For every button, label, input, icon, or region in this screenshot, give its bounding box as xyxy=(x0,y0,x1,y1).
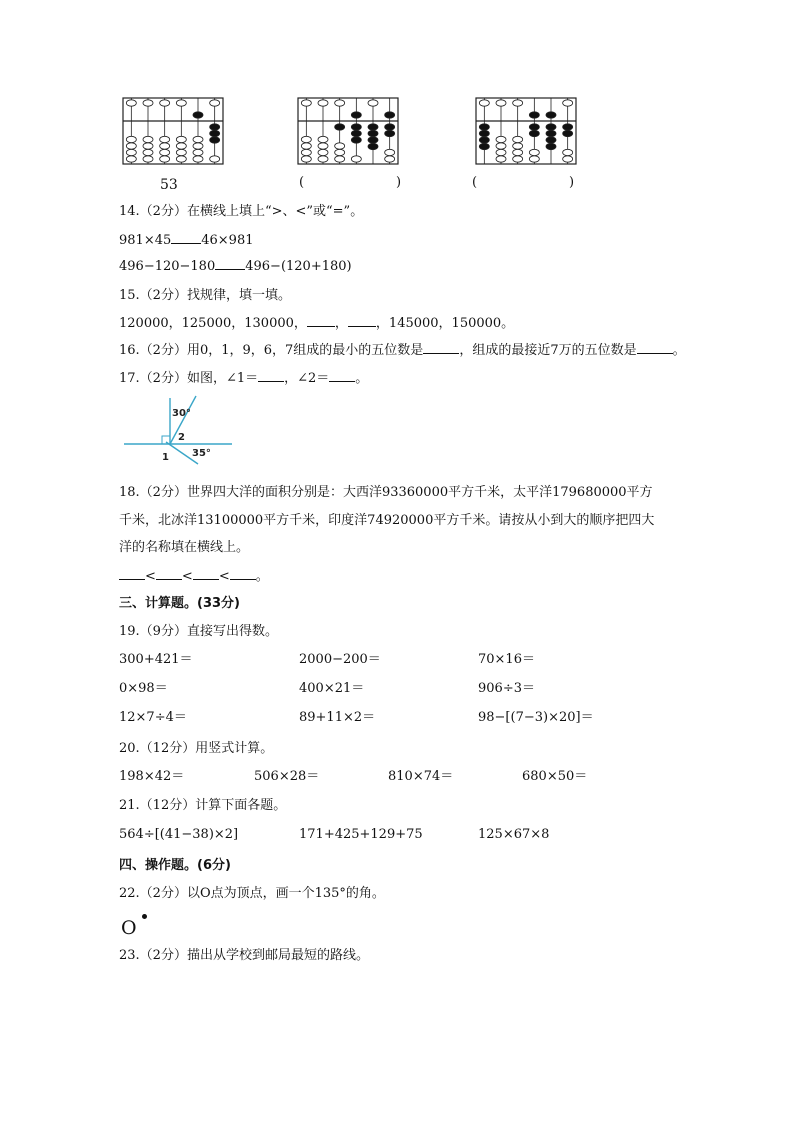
q18-lt-3: < xyxy=(218,569,230,584)
abacus-bead xyxy=(193,149,203,155)
q22-point-dot xyxy=(142,914,147,919)
q16-blank-1[interactable] xyxy=(423,341,459,354)
abacus-bead xyxy=(335,143,345,149)
abacus-bead xyxy=(160,156,170,162)
q18-blank-2[interactable] xyxy=(156,567,182,580)
abacus-bead xyxy=(479,137,489,143)
q14-expr1-right: 46×981 xyxy=(201,233,254,248)
abacus-bead xyxy=(126,156,136,162)
abacus-bead xyxy=(160,100,170,106)
q22-point-label: O xyxy=(121,917,137,939)
abacus-bead xyxy=(496,136,506,142)
abacus-frame xyxy=(298,98,398,164)
q22-title: 22.（2分）以O点为顶点，画一个135°的角。 xyxy=(119,886,385,901)
q18-lt-1: < xyxy=(145,569,156,584)
abacus-bead xyxy=(546,124,556,130)
abacus-bead xyxy=(513,100,523,106)
abacus-frame xyxy=(476,98,576,164)
q14-expr2-left: 496−120−180 xyxy=(119,259,216,274)
q19-item: 12×7÷4＝ xyxy=(119,710,187,725)
abacus-2-paren-left: ( xyxy=(299,175,305,190)
abacus-bead xyxy=(210,100,220,106)
abacus-bead xyxy=(301,136,311,142)
abacus-bead xyxy=(176,143,186,149)
q14-expr2-right: 496−(120+180) xyxy=(245,259,352,274)
abacus-bead xyxy=(513,143,523,149)
abacus-bead xyxy=(563,124,573,130)
q14-expr1-left: 981×45 xyxy=(119,233,172,248)
q20-title: 20.（12分）用竖式计算。 xyxy=(119,741,274,756)
abacus-bead xyxy=(143,100,153,106)
abacus-bead xyxy=(160,136,170,142)
abacus-bead xyxy=(126,100,136,106)
abacus-bead xyxy=(210,156,220,162)
abacus-bead xyxy=(546,143,556,149)
abacus-bead xyxy=(368,130,378,136)
abacus-bead xyxy=(513,149,523,155)
abacus-bead xyxy=(385,156,395,162)
abacus-bead xyxy=(335,100,345,106)
q18-blank-4[interactable] xyxy=(230,567,256,580)
abacus-1-caption: 53 xyxy=(160,177,178,193)
q17-line xyxy=(119,369,368,388)
abacus-bead xyxy=(143,136,153,142)
abacus-bead xyxy=(368,100,378,106)
abacus-bead xyxy=(176,100,186,106)
q15-blank-2[interactable] xyxy=(348,314,376,327)
q14-title: 14.（2分）在横线上填上“>、<”或“=”。 xyxy=(119,204,364,219)
abacus-bead xyxy=(368,143,378,149)
abacus-bead xyxy=(385,149,395,155)
q19-item: 300+421＝ xyxy=(119,652,193,667)
section-4-title: 四、操作题。(6分) xyxy=(119,858,231,873)
q19-item: 0×98＝ xyxy=(119,681,168,696)
abacus-bead xyxy=(563,149,573,155)
abacus-bead xyxy=(318,149,328,155)
abacus-2 xyxy=(297,97,399,165)
q20-item: 680×50＝ xyxy=(522,769,588,784)
label-35: 35° xyxy=(192,448,211,459)
abacus-bead xyxy=(563,130,573,136)
q18-line-1: 18.（2分）世界四大洋的面积分别是：大西洋93360000平方千米，太平洋179680000平方 xyxy=(119,485,653,500)
abacus-bead xyxy=(160,149,170,155)
q19-item: 400×21＝ xyxy=(299,681,365,696)
abacus-bead xyxy=(546,112,556,118)
q19-title: 19.（9分）直接写出得数。 xyxy=(119,624,278,639)
label-2: 2 xyxy=(178,432,185,443)
q17-blank-2[interactable] xyxy=(329,369,355,382)
abacus-bead xyxy=(318,143,328,149)
q16-part3: 。 xyxy=(672,343,686,358)
abacus-bead xyxy=(479,124,489,130)
q16-line xyxy=(119,341,686,360)
q19-item: 89+11×2＝ xyxy=(299,710,376,725)
q17-part1: 17.（2分）如图，∠1＝ xyxy=(119,371,259,386)
abacus-bead xyxy=(143,156,153,162)
abacus-bead xyxy=(176,156,186,162)
abacus-bead xyxy=(513,136,523,142)
q18-answer-row xyxy=(119,567,269,586)
abacus-bead xyxy=(210,137,220,143)
q19-item: 98−[(7−3)×20]＝ xyxy=(478,710,594,725)
q14-blank-2[interactable] xyxy=(215,257,245,270)
abacus-bead xyxy=(126,149,136,155)
q15-seq-b: 145000，150000。 xyxy=(388,316,515,331)
abacus-bead xyxy=(318,156,328,162)
abacus-bead xyxy=(301,156,311,162)
abacus-bead xyxy=(143,143,153,149)
q17-blank-1[interactable] xyxy=(258,369,284,382)
q19-item: 70×16＝ xyxy=(478,652,535,667)
abacus-bead xyxy=(529,149,539,155)
abacus-bead xyxy=(176,136,186,142)
abacus-bead xyxy=(176,149,186,155)
q16-part2: ，组成的最接近7万的五位数是 xyxy=(459,343,637,358)
abacus-bead xyxy=(318,136,328,142)
q15-blank-1[interactable] xyxy=(307,314,335,327)
q18-blank-3[interactable] xyxy=(193,567,219,580)
abacus-bead xyxy=(496,156,506,162)
abacus-bead xyxy=(210,130,220,136)
q21-title: 21.（12分）计算下面各题。 xyxy=(119,798,287,813)
q15-sequence xyxy=(119,314,514,333)
abacus-bead xyxy=(193,143,203,149)
abacus-bead xyxy=(301,143,311,149)
q17-angle-figure xyxy=(122,394,234,464)
abacus-bead xyxy=(160,143,170,149)
abacus-bead xyxy=(193,136,203,142)
abacus-3 xyxy=(475,97,577,165)
q21-item: 125×67×8 xyxy=(478,827,550,842)
abacus-1 xyxy=(122,97,224,165)
label-30: 30° xyxy=(172,408,191,419)
abacus-bead xyxy=(479,100,489,106)
q16-blank-2[interactable] xyxy=(637,341,673,354)
abacus-bead xyxy=(496,143,506,149)
q19-item: 2000−200＝ xyxy=(299,652,381,667)
abacus-bead xyxy=(301,100,311,106)
abacus-bead xyxy=(143,149,153,155)
abacus-bead xyxy=(351,124,361,130)
abacus-bead xyxy=(351,137,361,143)
abacus-bead xyxy=(193,156,203,162)
q16-part1: 16.（2分）用0，1，9，6，7组成的最小的五位数是 xyxy=(119,343,424,358)
q18-line-2: 千米，北冰洋13100000平方千米，印度洋74920000平方千米。请按从小到大的顺序把四大 xyxy=(119,513,655,528)
abacus-bead xyxy=(479,130,489,136)
abacus-bead xyxy=(126,143,136,149)
q18-end: 。 xyxy=(255,569,269,584)
q18-blank-1[interactable] xyxy=(119,567,145,580)
abacus-frame xyxy=(123,98,223,164)
abacus-bead xyxy=(335,149,345,155)
abacus-bead xyxy=(563,100,573,106)
abacus-bead xyxy=(210,124,220,130)
abacus-bead xyxy=(368,137,378,143)
q15-comma-2: ， xyxy=(375,316,389,331)
q15-comma-1: ， xyxy=(334,316,348,331)
q20-item: 810×74＝ xyxy=(388,769,454,784)
q18-line-3: 洋的名称填在横线上。 xyxy=(119,540,250,555)
q20-item: 198×42＝ xyxy=(119,769,185,784)
abacus-bead xyxy=(335,124,345,130)
q19-item: 906÷3＝ xyxy=(478,681,535,696)
q17-part2: ，∠2＝ xyxy=(284,371,330,386)
abacus-bead xyxy=(301,149,311,155)
q18-lt-2: < xyxy=(181,569,193,584)
label-1: 1 xyxy=(162,452,169,463)
abacus-3-paren-left: ( xyxy=(472,175,478,190)
abacus-bead xyxy=(546,130,556,136)
q14-expr1 xyxy=(119,231,254,250)
abacus-bead xyxy=(193,112,203,118)
abacus-bead xyxy=(335,156,345,162)
abacus-bead xyxy=(496,149,506,155)
q14-expr2 xyxy=(119,257,352,276)
abacus-bead xyxy=(529,130,539,136)
abacus-bead xyxy=(385,112,395,118)
abacus-bead xyxy=(385,130,395,136)
abacus-bead xyxy=(529,112,539,118)
abacus-2-paren-right: ) xyxy=(396,175,402,190)
abacus-bead xyxy=(351,112,361,118)
abacus-bead xyxy=(351,156,361,162)
abacus-bead xyxy=(385,124,395,130)
abacus-bead xyxy=(126,136,136,142)
q23-title: 23.（2分）描出从学校到邮局最短的路线。 xyxy=(119,948,369,963)
abacus-bead xyxy=(546,137,556,143)
abacus-bead xyxy=(496,100,506,106)
q21-item: 171+425+129+75 xyxy=(299,827,423,842)
section-3-title: 三、计算题。(33分) xyxy=(119,596,240,611)
abacus-bead xyxy=(351,130,361,136)
q20-item: 506×28＝ xyxy=(254,769,320,784)
abacus-bead xyxy=(563,156,573,162)
q21-item: 564÷[(41−38)×2] xyxy=(119,827,239,842)
q15-seq-a: 120000，125000，130000， xyxy=(119,316,307,331)
abacus-3-paren-right: ) xyxy=(569,175,575,190)
abacus-bead xyxy=(513,156,523,162)
q15-title: 15.（2分）找规律，填一填。 xyxy=(119,288,291,303)
abacus-bead xyxy=(529,156,539,162)
abacus-bead xyxy=(318,100,328,106)
abacus-bead xyxy=(529,124,539,130)
q17-part3: 。 xyxy=(355,371,369,386)
q14-blank-1[interactable] xyxy=(171,231,201,244)
abacus-bead xyxy=(368,124,378,130)
abacus-bead xyxy=(479,143,489,149)
